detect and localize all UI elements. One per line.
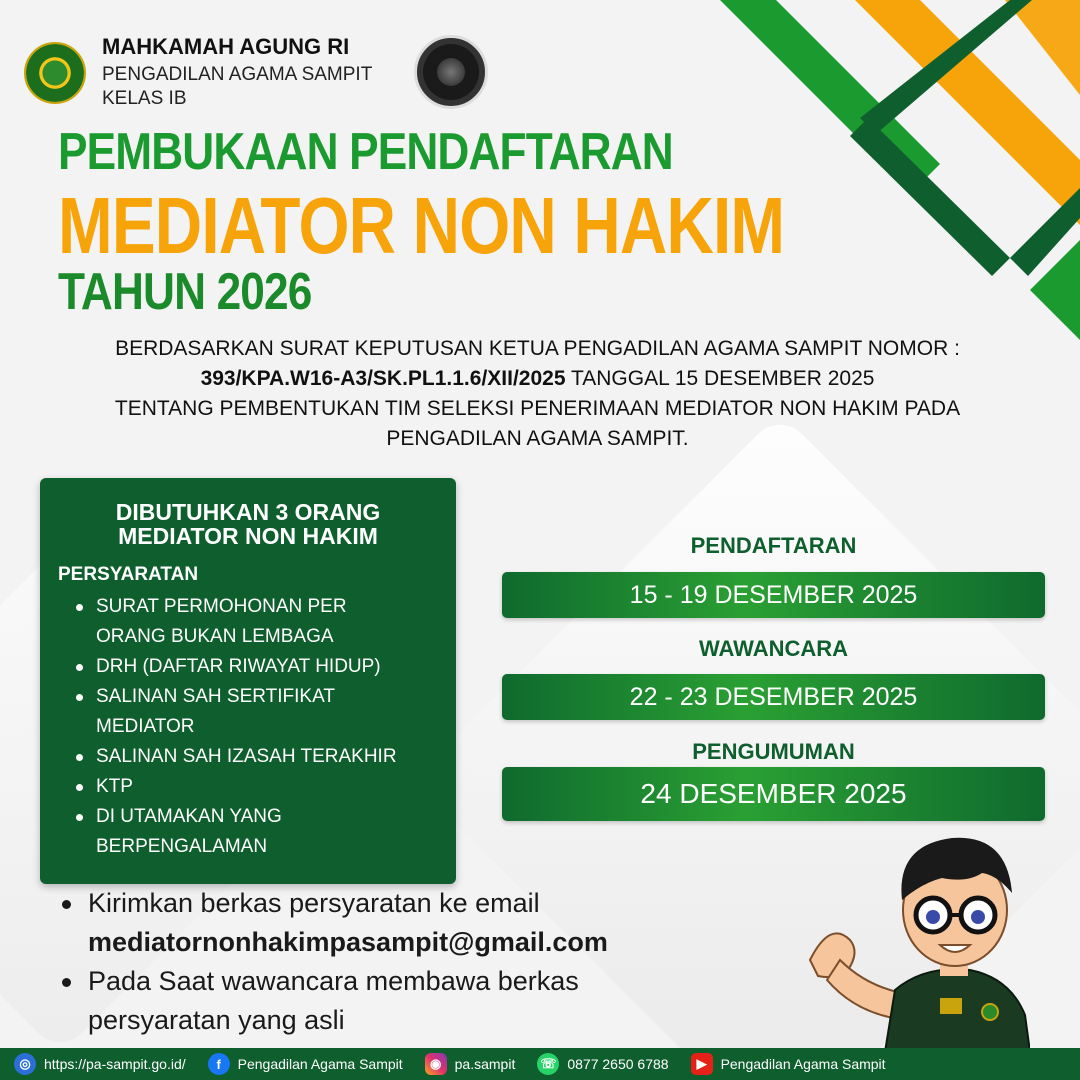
- footer-website-label: https://pa-sampit.go.id/: [44, 1056, 186, 1072]
- facebook-icon: f: [208, 1053, 230, 1075]
- footer-youtube-label: Pengadilan Agama Sampit: [720, 1056, 886, 1072]
- notes-list: [60, 884, 700, 1040]
- whatsapp-icon: ☏: [537, 1053, 559, 1075]
- schedule-date-announcement: 24 DESEMBER 2025: [502, 767, 1045, 821]
- footer-website[interactable]: [14, 1053, 186, 1075]
- footer-instagram-label: pa.sampit: [454, 1056, 516, 1072]
- org-line-2: PENGADILAN AGAMA SAMPIT: [102, 64, 373, 85]
- list-item: KTP: [70, 772, 440, 802]
- schedule-label-interview: WAWANCARA: [698, 636, 849, 661]
- requirements-label: PERSYARATAN: [58, 564, 199, 585]
- requirements-heading: [40, 500, 456, 548]
- requirements-heading-line-2: MEDIATOR NON HAKIM: [118, 523, 378, 549]
- footer-youtube[interactable]: [691, 1053, 886, 1075]
- decree-text: [60, 334, 1015, 454]
- list-item: SURAT PERMOHONAN PER ORANG BUKAN LEMBAGA: [70, 592, 370, 652]
- list-item: [60, 884, 700, 962]
- footer-facebook[interactable]: [208, 1053, 403, 1075]
- decree-date: TANGGAL 15 DESEMBER 2025: [565, 367, 875, 390]
- note-email-text: Kirimkan berkas persyaratan ke email: [88, 888, 540, 918]
- list-item: SALINAN SAH IZASAH TERAKHIR: [70, 742, 440, 772]
- schedule-label-registration: PENDAFTARAN: [690, 533, 857, 558]
- schedule-label-announcement: PENGUMUMAN: [692, 739, 855, 764]
- list-item: SALINAN SAH SERTIFIKAT MEDIATOR: [70, 682, 370, 742]
- youtube-icon: ▶: [691, 1053, 713, 1075]
- footer-instagram[interactable]: [425, 1053, 516, 1075]
- globe-icon: ◎: [14, 1053, 36, 1075]
- org-subtitle: [102, 63, 372, 111]
- decor-stripes: [680, 0, 1080, 340]
- footer-whatsapp[interactable]: [537, 1053, 668, 1075]
- org-line-3: KELAS IB: [102, 88, 187, 109]
- title-line-2: MEDIATOR NON HAKIM: [58, 181, 785, 270]
- schedule-date-interview: 22 - 23 DESEMBER 2025: [502, 674, 1045, 720]
- email-link[interactable]: mediatornonhakimpasampit@gmail.com: [88, 927, 608, 957]
- org-name: MAHKAMAH AGUNG RI: [102, 34, 350, 59]
- list-item: Pada Saat wawancara membawa berkas persyaratan yang asli: [60, 962, 620, 1040]
- list-item: DI UTAMAKAN YANG BERPENGALAMAN: [70, 802, 350, 862]
- footer-bar: [0, 1048, 1080, 1080]
- instagram-icon: ◉: [425, 1053, 447, 1075]
- mahkamah-agung-logo: [24, 42, 86, 104]
- decree-line-1: BERDASARKAN SURAT KEPUTUSAN KETUA PENGADILAN AGAMA SAMPIT NOMOR :: [115, 337, 960, 360]
- requirements-box: [40, 478, 456, 884]
- mascot-illustration: [800, 820, 1030, 1052]
- decree-number: 393/KPA.W16-A3/SK.PL1.1.6/XII/2025: [200, 367, 566, 390]
- footer-whatsapp-label: 0877 2650 6788: [567, 1056, 669, 1072]
- decree-line-2: [60, 364, 1015, 394]
- zona-integritas-logo: [414, 35, 488, 109]
- footer-facebook-label: Pengadilan Agama Sampit: [237, 1056, 403, 1072]
- requirements-list: [70, 592, 456, 862]
- title-line-3: TAHUN 2026: [58, 263, 312, 321]
- decree-line-3: TENTANG PEMBENTUKAN TIM SELEKSI PENERIMAAN MEDIATOR NON HAKIM PADA: [114, 397, 961, 420]
- decree-line-4: PENGADILAN AGAMA SAMPIT.: [386, 427, 689, 450]
- schedule-date-registration: 15 - 19 DESEMBER 2025: [502, 572, 1045, 618]
- requirements-heading-line-1: DIBUTUHKAN 3 ORANG: [115, 499, 381, 525]
- title-line-1: PEMBUKAAN PENDAFTARAN: [58, 123, 673, 181]
- list-item: DRH (DAFTAR RIWAYAT HIDUP): [70, 652, 440, 682]
